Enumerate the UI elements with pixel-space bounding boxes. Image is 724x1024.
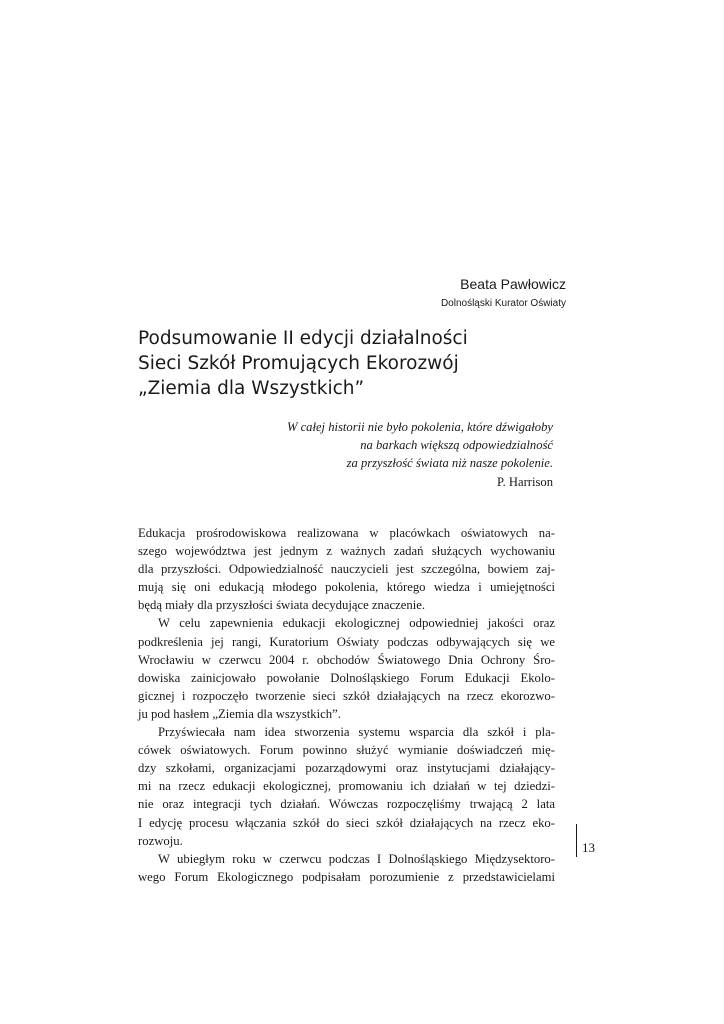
text-line: rozwoju. xyxy=(138,833,183,848)
author-block xyxy=(441,274,566,312)
text-line: I edycję procesu włączania szkół do sieci szkół działających na rzecz eko- xyxy=(138,815,555,830)
page-number-rule xyxy=(576,824,577,857)
text-line: W ubiegłym roku w czerwcu podczas I Dolnośląskiego Międzysektoro- xyxy=(158,851,555,866)
paragraph xyxy=(138,723,555,850)
author-name: Beata Pawłowicz xyxy=(460,276,566,292)
text-line: będą miały dla przyszłości świata decydujące znaczenie. xyxy=(138,598,426,613)
text-line: Wrocławiu w czerwcu 2004 r. obchodów Światowego Dnia Ochrony Śro- xyxy=(138,652,555,667)
body-text xyxy=(138,524,555,886)
title-line: Podsumowanie II edycji działalności xyxy=(138,328,468,349)
text-line: cówek oświatowych. Forum powinno służyć wymianie doświadczeń mię- xyxy=(138,743,555,758)
text-line: ju pod hasłem „Ziemia dla wszystkich”. xyxy=(138,706,341,721)
text-line: dla przyszłości. Odpowiedzialność nauczycieli jest szczególna, bowiem zaj- xyxy=(138,562,555,577)
paragraph xyxy=(138,850,555,886)
text-line: mują się oni edukacją młodego pokolenia, którego wiedza i umiejętności xyxy=(138,580,555,595)
text-line: dzy szkołami, organizacjami pozarządowymi oraz instytucjami działający- xyxy=(138,761,555,776)
text-line: wego Forum Ekologicznego podpisałam porozumienie z przedstawicielami xyxy=(138,869,555,884)
title-line: „Ziemia dla Wszystkich” xyxy=(138,378,365,399)
text-line: szego województwa jest jednym z ważnych zadań służących wychowaniu xyxy=(138,544,555,559)
text-line: mi na rzecz edukacji ekologicznej, promowaniu ich działań w tej dziedzi- xyxy=(138,779,555,794)
epigraph-line: za przyszłość świata niż nasze pokolenie. xyxy=(346,456,553,471)
paragraph xyxy=(138,524,555,614)
paragraph xyxy=(138,614,555,723)
author-role: Dolnośląski Kurator Oświaty xyxy=(440,298,566,309)
epigraph-line: na barkach większą odpowiedzialność xyxy=(360,438,553,453)
text-line: podkreślenia jej rangi, Kuratorium Oświaty podczas odbywających się we xyxy=(138,634,555,649)
epigraph-attribution: P. Harrison xyxy=(497,474,553,489)
page-number: 13 xyxy=(582,840,595,855)
text-line: Przyświecała nam idea stworzenia systemu wsparcia dla szkół i pla- xyxy=(158,725,555,740)
text-line: Edukacja prośrodowiskowa realizowana w placówkach oświatowych na- xyxy=(138,526,555,540)
epigraph-quote xyxy=(287,418,553,491)
text-line: W celu zapewnienia edukacji ekologicznej odpowiedniej jakości oraz xyxy=(158,616,555,631)
title-line: Sieci Szkół Promujących Ekorozwój xyxy=(138,353,459,374)
article-title xyxy=(138,326,578,401)
text-line: gicznej i rozpoczęło tworzenie sieci szkół działających na rzecz ekorozwo- xyxy=(138,688,555,703)
text-line: dowiska zainicjowało powołanie Dolnośląskiego Forum Edukacji Ekolo- xyxy=(138,670,555,685)
epigraph-line: W całej historii nie było pokolenia, które dźwigałoby xyxy=(286,420,553,434)
text-line: nie oraz integracji tych działań. Wówczas rozpoczęliśmy trwającą 2 lata xyxy=(138,797,555,812)
